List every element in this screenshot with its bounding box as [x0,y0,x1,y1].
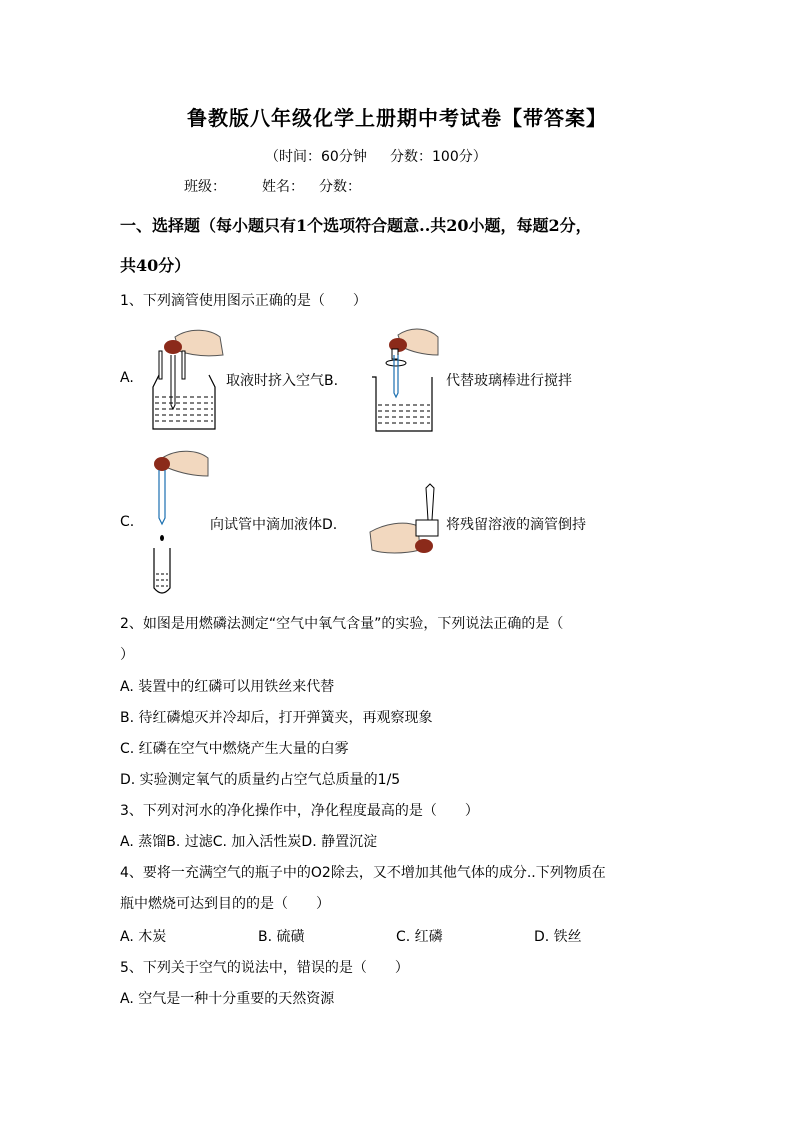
q4-option-b: B. 硫磺 [258,929,305,945]
q4-option-c: C. 红磷 [396,929,443,945]
class-field-label: 班级： [184,179,226,195]
q1-option-a-label: A. [120,370,134,386]
q1-option-c-label: C. [120,514,135,530]
section-heading: 一、选择题（每小题只有1个选项符合题意..共20小题，每题2分， [120,216,592,235]
q1-option-a-text: 取液时挤入空气B. [226,373,339,389]
score-field-label: 分数： [319,179,361,195]
inverted-dropper-figure [368,480,444,560]
q3-options: A. 蒸馏B. 过滤C. 加入活性炭D. 静置沉淀 [120,834,378,850]
q1-option-d-text: 将残留溶液的滴管倒持 [446,517,586,533]
page-title: 鲁教版八年级化学上册期中考试卷【带答案】 [187,106,607,130]
q5-option-a: A. 空气是一种十分重要的天然资源 [120,991,335,1007]
question-4-stem: 4、要将一充满空气的瓶子中的O2除去，又不增加其他气体的成分..下列物质在 [120,865,606,881]
q2-option-a: A. 装置中的红磷可以用铁丝来代替 [120,679,335,695]
question-2-stem-cont: ） [120,647,134,663]
q4-option-d: D. 铁丝 [534,929,582,945]
q2-option-b: B. 待红磷熄灭并冷却后，打开弹簧夹，再观察现象 [120,710,433,726]
dropper-in-bottle-figure [145,325,225,435]
question-5-stem: 5、下列关于空气的说法中，错误的是（ ） [120,960,409,976]
dropper-stirring-beaker-figure [368,325,440,433]
q4-option-a: A. 木炭 [120,929,167,945]
question-4-stem-cont: 瓶中燃烧可达到目的的是（ ） [120,896,330,912]
question-2-stem: 2、如图是用燃磷法测定“空气中氧气含量”的实验，下列说法正确的是（ [120,616,564,632]
question-3-stem: 3、下列对河水的净化操作中，净化程度最高的是（ ） [120,803,479,819]
question-1-stem: 1、下列滴管使用图示正确的是（ ） [120,293,367,309]
exam-total-score: 分数：100分） [390,149,487,165]
exam-time: （时间：60分钟 [265,149,367,165]
q2-option-d: D. 实验测定氧气的质量约占空气总质量的1/5 [120,772,401,788]
section-heading-cont: 共40分） [120,256,191,275]
dropper-over-test-tube-figure [150,448,212,598]
q2-option-c: C. 红磷在空气中燃烧产生大量的白雾 [120,741,349,757]
q1-option-b-text: 代替玻璃棒进行搅拌 [446,373,572,389]
q1-option-c-text: 向试管中滴加液体D. [210,517,338,533]
name-field-label: 姓名： [262,179,304,195]
